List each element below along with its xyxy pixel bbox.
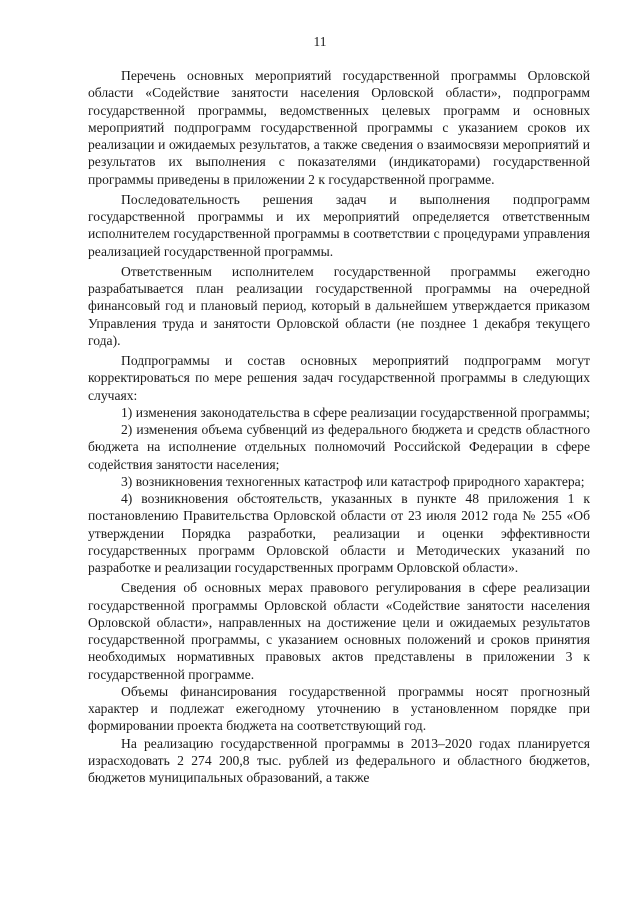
paragraph: 4) возникновения обстоятельств, указанных в пункте 48 приложения 1 к постановлению Правительства Орловской области от 23 июля 2012 года № 255 «Об утверждении Порядка разработки, реализации и оценки эффективности государственных программ Орловской области и Методических указаний по разработке и реализации государственных программ Орловской области».: [88, 491, 590, 575]
paragraph: Перечень основных мероприятий государственной программы Орловской области «Содействие занятости населения Орловской области», подпрограмм государственной программы, ведомственных целевых программ и основных мероприятий подпрограмм государственной программы с указанием сроков их реализации и ожидаемых результатов, а также сведения о взаимосвязи мероприятий и результатов их выполнения с показателями (индикаторами) государственной программы приведены в приложении 2 к государственной программе.: [88, 68, 590, 187]
paragraph: На реализацию государственной программы в 2013–2020 годах планируется израсходовать 2 274 200,8 тыс. рублей из федерального и областного бюджетов, бюджетов муниципальных образований, а также: [88, 735, 590, 785]
paragraph: Ответственным исполнителем государственной программы ежегодно разрабатывается план реализации государственной программы на очередной финансовый год и плановый период, который в дальнейшем утверждается приказом Управления труда и занятости Орловской области (не позднее 1 декабря текущего года).: [88, 263, 590, 348]
document-body: [88, 67, 590, 786]
paragraph: Сведения об основных мерах правового регулирования в сфере реализации государственной программы Орловской области «Содействие занятости населения Орловской области», направленных на достижение цели и ожидаемых результатов государственной программы, с указанием основных положений и сроков принятия необходимых нормативных правовых актов представлены в приложении 3 к государственной программе.: [88, 580, 590, 682]
page-number: 11: [313, 34, 327, 49]
paragraph: 1) изменения законодательства в сфере реализации государственной программы;: [121, 404, 590, 420]
paragraph: Объемы финансирования государственной программы носят прогнозный характер и подлежат ежегодному уточнению в установленном порядке при формировании проекта бюджета на соответствующий год.: [88, 683, 590, 734]
paragraph: 2) изменения объема субвенций из федерального бюджета и средств областного бюджета на исполнение отдельных полномочий Российской Федерации в сфере содействия занятости населения;: [88, 422, 590, 472]
paragraph: 3) возникновения техногенных катастроф или катастроф природного характера;: [121, 473, 585, 489]
paragraph: Подпрограммы и состав основных мероприятий подпрограмм могут корректироваться по мере решения задач государственной программы в следующих случаях:: [88, 353, 590, 403]
paragraph: Последовательность решения задач и выполнения подпрограмм государственной программы и их мероприятий определяется ответственным исполнителем государственной программы в соответствии с процедурами управления реализацией государственной программы.: [88, 191, 590, 259]
